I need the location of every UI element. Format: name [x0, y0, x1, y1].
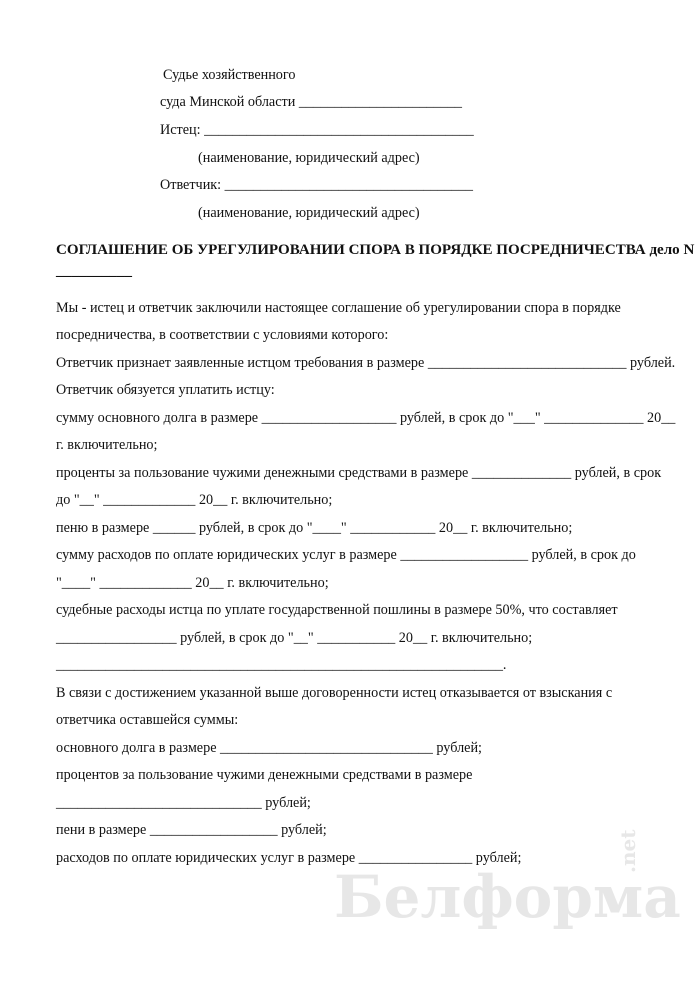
plaintiff-field: Истец: ______________________________________	[160, 122, 474, 138]
body-line: посредничества, в соответствии с условиями которого:	[56, 327, 389, 343]
body-line: пени в размере __________________ рублей;	[56, 822, 327, 838]
defendant-note: (наименование, юридический адрес)	[198, 205, 420, 221]
body-line: ответчика оставшейся суммы:	[56, 712, 239, 728]
defendant-field: Ответчик: ___________________________________	[160, 177, 473, 193]
body-line: _______________________________________________________________.	[56, 657, 507, 673]
body-line: _________________ рублей, в срок до "__" ___________ 20__ г. включительно;	[56, 630, 533, 646]
body-line: Ответчик признает заявленные истцом требования в размере ____________________________ рублей.	[56, 355, 676, 371]
watermark-suffix: .net	[616, 829, 640, 873]
body-line: г. включительно;	[56, 437, 158, 453]
body-line: сумму основного долга в размере ___________________ рублей, в срок до "___" ______________ 20__	[56, 410, 676, 426]
body-line: расходов по оплате юридических услуг в размере ________________ рублей;	[56, 850, 522, 866]
body-line: основного долга в размере ______________________________ рублей;	[56, 740, 482, 756]
document-title: СОГЛАШЕНИЕ ОБ УРЕГУЛИРОВАНИИ СПОРА В ПОРЯДКЕ ПОСРЕДНИЧЕСТВА дело N	[56, 241, 695, 258]
plaintiff-note: (наименование, юридический адрес)	[198, 150, 420, 166]
body-line: Мы - истец и ответчик заключили настоящее соглашение об урегулировании спора в порядке	[56, 300, 621, 316]
body-line: "____" _____________ 20__ г. включительно;	[56, 575, 329, 591]
body-line: судебные расходы истца по уплате государственной пошлины в размере 50%, что составляет	[56, 602, 618, 618]
addressee-court: суда Минской области _______________________	[160, 94, 463, 110]
body-line: процентов за пользование чужими денежными средствами в размере	[56, 767, 473, 783]
body-line: сумму расходов по оплате юридических услуг в размере __________________ рублей, в срок до	[56, 547, 636, 563]
case-number-blank: __________	[56, 262, 132, 279]
body-line: Ответчик обязуется уплатить истцу:	[56, 382, 275, 398]
body-line: _____________________________ рублей;	[56, 795, 311, 811]
watermark-logo: Белформа	[334, 863, 681, 931]
body-line: до "__" _____________ 20__ г. включительно;	[56, 492, 333, 508]
body-line: В связи с достижением указанной выше договоренности истец отказывается от взыскания с	[56, 685, 613, 701]
addressee-judge: Судье хозяйственного	[163, 67, 296, 83]
body-line: проценты за пользование чужими денежными средствами в размере ______________ рублей, в срок	[56, 465, 662, 481]
body-line: пеню в размере ______ рублей, в срок до "____" ____________ 20__ г. включительно;	[56, 520, 573, 536]
